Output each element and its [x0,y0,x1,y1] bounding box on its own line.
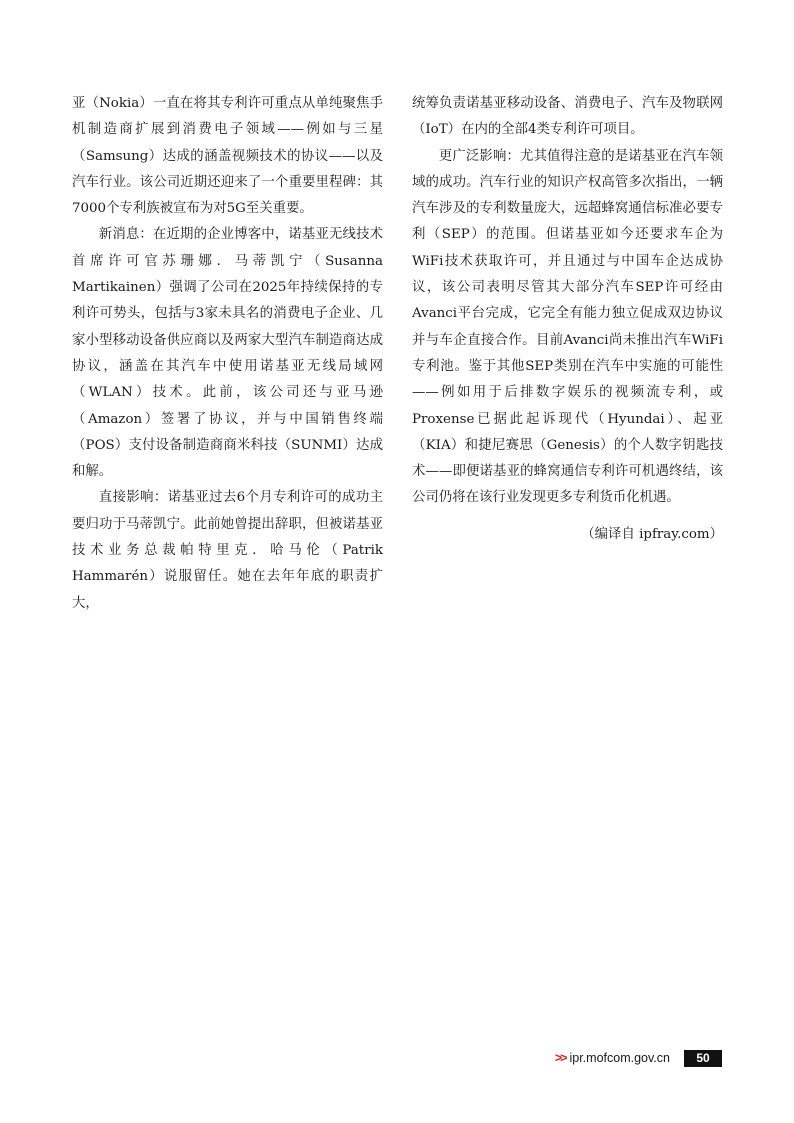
paragraph: 亚（Nokia）一直在将其专利许可重点从单纯聚焦手机制造商扩展到消费电子领域——例如与三星（Samsung）达成的涵盖视频技术的协议——以及汽车行业。该公司近期还迎来了一个重要里程碑：其7000个专利族被宣布为对5G至关重要。 [72,96,383,217]
source-credit: （编译自 ipfray.com） [581,526,723,542]
page-number-badge: 50 [684,1050,722,1067]
double-chevron-right-icon: >> [554,1051,566,1065]
paragraph: 更广泛影响：尤其值得注意的是诺基亚在汽车领域的成功。汽车行业的知识产权高管多次指出，一辆汽车涉及的专利数量庞大，远超蜂窝通信标准必要专利（SEP）的范围。但诺基亚如今还要求车企为WiFi技术获取许可，并且通过与中国车企达成协议，该公司表明尽管其大部分汽车SEP许可经由Avanci平台完成，它完全有能力独立促成双边协议并与车企直接合作。目前Avanci尚未推出汽车WiFi专利池。鉴于其他SEP类别在汽车中实施的可能性——例如用于后排数字娱乐的视频流专利，或Proxense已据此起诉现代（Hyundai）、起亚（KIA）和捷尼赛思（Genesis）的个人数字钥匙技术——即便诺基亚的蜂窝通信专利许可机遇终结，该公司仍将在该行业发现更多专利货币化机遇。 [412,148,723,506]
paragraph: 直接影响：诺基亚过去6个月专利许可的成功主要归功于马蒂凯宁。此前她曾提出辞职，但被诺基亚技术业务总裁帕特里克．哈马伦（Patrik Hammarén）说服留任。她在去年年底的职责扩大， [72,490,383,611]
paragraph: 统筹负责诺基亚移动设备、消费电子、汽车及物联网（IoT）在内的全部4类专利许可项目。 [412,96,723,138]
footer-url: ipr.mofcom.gov.cn [569,1051,670,1065]
paragraph: 新消息：在近期的企业博客中，诺基亚无线技术首席许可官苏珊娜．马蒂凯宁（Susanna Martikainen）强调了公司在2025年持续保持的专利许可势头，包括与3家未具名的消费电子企业、几家小型移动设备供应商以及两家大型汽车制造商达成协议，涵盖在其汽车中使用诺基亚无线局域网（WLAN）技术。此前，该公司还与亚马逊（Amazon）签署了协议，并与中国销售终端（POS）支付设备制造商商米科技（SUNMI）达成和解。 [72,227,383,480]
article-column-left [72,91,383,617]
article-column-right [412,91,723,548]
page-footer [555,1049,722,1067]
